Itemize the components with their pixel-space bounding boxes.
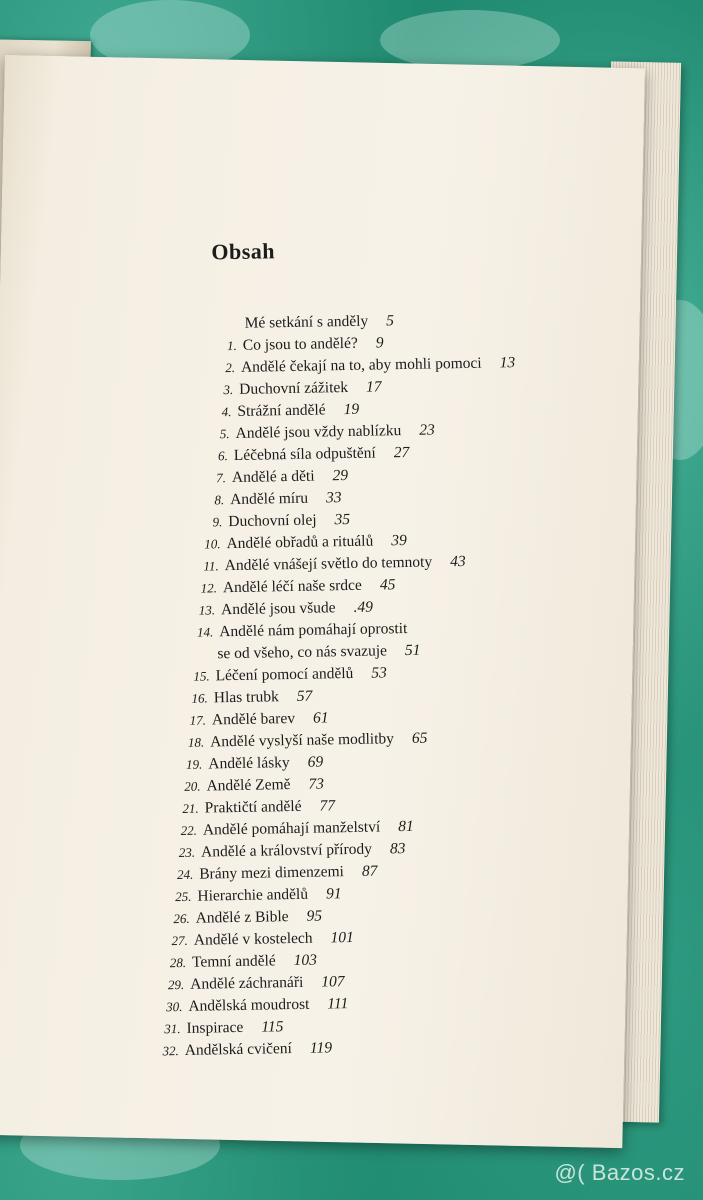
page-number: 17 bbox=[365, 378, 382, 396]
chapter-title: Duchovní zážitek bbox=[239, 378, 349, 398]
chapter-number: 23. bbox=[178, 844, 196, 861]
chapter-number: 28. bbox=[169, 954, 187, 971]
chapter-number: 6. bbox=[217, 448, 228, 464]
page-number: 87 bbox=[361, 862, 378, 880]
chapter-title: Andělé a království přírody bbox=[200, 840, 373, 861]
chapter-number: 31. bbox=[164, 1021, 181, 1037]
page-number: 19 bbox=[343, 400, 360, 419]
chapter-title: Andělé z Bible bbox=[195, 908, 289, 927]
page-number: 5 bbox=[386, 312, 395, 330]
page-number: 51 bbox=[404, 641, 421, 660]
chapter-number: 15. bbox=[193, 668, 210, 684]
chapter-number: 5. bbox=[219, 426, 230, 442]
page-number: .49 bbox=[353, 598, 374, 616]
page-number: 35 bbox=[334, 510, 351, 529]
page-number: 43 bbox=[450, 552, 466, 571]
chapter-title: Hierarchie andělů bbox=[197, 885, 309, 905]
page-number: 107 bbox=[321, 973, 345, 991]
chapter-title: Andělé v kostelech bbox=[193, 929, 313, 949]
toc-heading: Obsah bbox=[211, 238, 276, 265]
chapter-title: se od všeho, co nás svazuje bbox=[217, 642, 388, 663]
chapter-title: Léčebná síla odpuštění bbox=[233, 444, 376, 464]
page-number: 77 bbox=[319, 797, 336, 815]
chapter-title: Léčení pomocí andělů bbox=[215, 664, 354, 685]
chapter-title: Andělé záchranáři bbox=[190, 973, 304, 993]
page-number: 83 bbox=[389, 840, 406, 858]
chapter-title: Temní andělé bbox=[191, 952, 276, 971]
chapter-number: 12. bbox=[200, 580, 218, 596]
chapter-title: Andělé nám pomáhají oprostit bbox=[219, 619, 408, 641]
chapter-title: Andělé barev bbox=[211, 709, 296, 729]
fabric-pattern bbox=[380, 10, 560, 70]
chapter-title: Duchovní olej bbox=[228, 511, 317, 531]
page-number: 73 bbox=[308, 775, 325, 793]
page-number: 101 bbox=[330, 928, 354, 947]
book-page bbox=[0, 55, 645, 1148]
chapter-title: Andělé lásky bbox=[208, 754, 290, 773]
toc-list bbox=[162, 306, 625, 1061]
chapter-number: 11. bbox=[203, 558, 219, 574]
chapter-number: 22. bbox=[180, 822, 198, 838]
page-number: 81 bbox=[398, 817, 414, 836]
page-number: 53 bbox=[371, 664, 387, 682]
page-number: 119 bbox=[309, 1039, 333, 1057]
chapter-number: 32. bbox=[162, 1043, 179, 1059]
chapter-title: Andělé jsou vždy nablízku bbox=[235, 422, 402, 442]
page-number: 95 bbox=[306, 907, 323, 925]
chapter-title: Andělé obřadů a rituálů bbox=[226, 532, 374, 553]
chapter-title: Andělé vyslyší naše modlitby bbox=[210, 730, 395, 751]
page-number: 45 bbox=[379, 576, 396, 594]
chapter-number: 20. bbox=[184, 778, 201, 794]
chapter-title: Strážní andělé bbox=[237, 401, 326, 420]
chapter-number: 25. bbox=[175, 888, 192, 905]
chapter-number: 8. bbox=[214, 492, 225, 508]
chapter-title: Andělé míru bbox=[229, 489, 309, 509]
chapter-number: 21. bbox=[182, 800, 199, 816]
page-number: 69 bbox=[307, 753, 324, 771]
page-number: 29 bbox=[332, 467, 349, 485]
page-number: 9 bbox=[375, 334, 384, 352]
chapter-number: 14. bbox=[196, 624, 214, 640]
chapter-number: 16. bbox=[191, 690, 208, 706]
chapter-title: Andělé jsou všude bbox=[220, 599, 336, 619]
chapter-number: 24. bbox=[176, 866, 194, 883]
chapter-title: Andělé a děti bbox=[231, 467, 315, 487]
chapter-title: Andělé Země bbox=[206, 776, 291, 795]
chapter-title: Mé setkání s anděly bbox=[244, 312, 369, 332]
chapter-title: Andělé vnášejí světlo do temnoty bbox=[224, 553, 433, 575]
chapter-number: 10. bbox=[204, 536, 221, 552]
chapter-title: Andělská moudrost bbox=[188, 995, 310, 1015]
watermark: @( Bazos.cz bbox=[554, 1160, 685, 1185]
page-number: 111 bbox=[327, 995, 349, 1013]
page-number: 13 bbox=[499, 354, 516, 372]
chapter-number: 9. bbox=[212, 514, 223, 530]
page-number: 65 bbox=[411, 729, 428, 747]
chapter-number: 17. bbox=[189, 712, 207, 728]
chapter-number: 7. bbox=[216, 470, 227, 486]
page-number: 61 bbox=[312, 709, 329, 727]
chapter-title: Andělé pomáhají manželství bbox=[202, 818, 381, 839]
chapter-title: Andělé čekají na to, aby mohli pomoci bbox=[240, 354, 482, 376]
page-number: 33 bbox=[325, 489, 342, 507]
chapter-title: Andělská cvičení bbox=[184, 1040, 293, 1059]
page-number: 57 bbox=[296, 687, 313, 705]
chapter-number: 4. bbox=[221, 404, 232, 420]
chapter-title: Co jsou to andělé? bbox=[242, 334, 358, 354]
chapter-number: 29. bbox=[167, 976, 185, 993]
chapter-number: 1. bbox=[226, 337, 237, 354]
chapter-number: 3. bbox=[223, 381, 234, 398]
chapter-title: Inspirace bbox=[186, 1018, 244, 1037]
chapter-number: 2. bbox=[225, 359, 236, 376]
chapter-number: 18. bbox=[187, 734, 205, 750]
chapter-title: Hlas trubk bbox=[213, 688, 279, 707]
chapter-title: Brány mezi dimenzemi bbox=[199, 863, 345, 883]
chapter-number: 30. bbox=[166, 998, 183, 1015]
page-number: 27 bbox=[393, 443, 410, 462]
page-number: 103 bbox=[293, 951, 318, 970]
chapter-number: 26. bbox=[173, 910, 190, 927]
page-number: 39 bbox=[391, 531, 407, 550]
chapter-title: Praktičtí andělé bbox=[204, 797, 302, 817]
page-number: 91 bbox=[325, 885, 342, 903]
chapter-number: 13. bbox=[198, 602, 216, 618]
page-number: 115 bbox=[261, 1018, 284, 1036]
table-of-contents bbox=[162, 232, 625, 1061]
chapter-number: 27. bbox=[171, 932, 188, 949]
chapter-number: 19. bbox=[185, 756, 203, 772]
chapter-title: Andělé léčí naše srdce bbox=[222, 576, 363, 597]
page-number: 23 bbox=[419, 421, 435, 439]
